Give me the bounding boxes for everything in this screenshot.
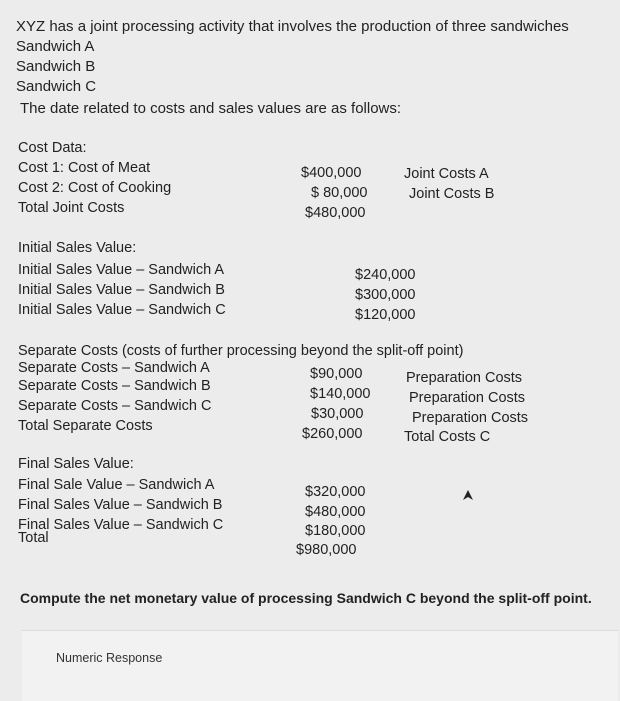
intro-line-3: Sandwich B [16,58,96,75]
final-sales-value: $320,000 [305,484,366,500]
final-sales-value: $980,000 [296,542,357,558]
separate-costs-note: Preparation Costs [409,390,526,406]
cost-row-note: Joint Costs A [404,166,489,182]
final-sales-value: $180,000 [305,523,366,539]
intro-line-2: Sandwich A [16,38,95,55]
cost-row-label: Total Joint Costs [18,200,125,216]
initial-sales-label: Initial Sales Value – Sandwich C [18,302,226,318]
numeric-response-label: Numeric Response [56,651,163,665]
separate-costs-label: Separate Costs – Sandwich A [18,360,210,376]
final-sales-label: Final Sales Value – Sandwich B [18,497,223,513]
separate-costs-note: Preparation Costs [412,410,529,426]
intro-line-4: Sandwich C [16,78,97,95]
separate-costs-value: $140,000 [310,386,371,402]
final-sales-label: Final Sales Value – Sandwich C [18,517,224,533]
initial-sales-label: Initial Sales Value – Sandwich B [18,282,225,298]
separate-costs-note: Preparation Costs [406,370,523,386]
cost-row-label: Cost 1: Cost of Meat [18,160,151,176]
question-text: Compute the net monetary value of processing Sandwich C beyond the split-off point. [20,590,592,606]
cost-row-value: $400,000 [301,165,362,181]
cost-row-label: Cost 2: Cost of Cooking [18,180,172,196]
final-sales-heading: Final Sales Value: [18,456,134,472]
mouse-pointer-icon [461,488,475,502]
separate-costs-label: Separate Costs – Sandwich B [18,378,211,394]
separate-costs-label: Separate Costs – Sandwich C [18,398,212,414]
cost-row-value: $ 80,000 [311,185,368,201]
initial-sales-heading: Initial Sales Value: [18,240,137,256]
initial-sales-value: $120,000 [355,307,416,323]
separate-costs-value: $260,000 [302,426,363,442]
initial-sales-label: Initial Sales Value – Sandwich A [18,262,225,278]
separate-costs-value: $90,000 [310,366,363,382]
intro-line-1: XYZ has a joint processing activity that involves the production of three sandwiches [16,18,569,35]
cost-row-value: $480,000 [305,205,366,221]
cost-row-note: Joint Costs B [409,186,495,202]
initial-sales-value: $300,000 [355,287,416,303]
initial-sales-value: $240,000 [355,267,416,283]
numeric-response-field[interactable] [22,630,618,701]
separate-costs-note: Total Costs C [404,429,491,445]
final-sales-label: Final Sale Value – Sandwich A [18,477,215,493]
intro-line-5: The date related to costs and sales values are as follows: [20,100,402,117]
separate-costs-value: $30,000 [311,406,364,422]
separate-costs-heading: Separate Costs (costs of further processing beyond the split-off point) [18,343,464,359]
final-sales-label: Total [18,530,49,546]
cost-data-heading: Cost Data: [18,140,87,156]
separate-costs-label: Total Separate Costs [18,418,153,434]
final-sales-value: $480,000 [305,504,366,520]
